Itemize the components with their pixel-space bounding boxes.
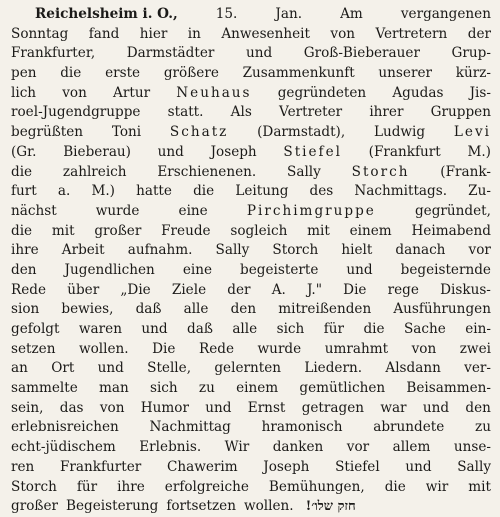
text-line <box>11 123 491 143</box>
word: M.) <box>467 143 491 160</box>
word: hielt <box>341 242 373 259</box>
text-line <box>11 399 491 419</box>
text-line <box>11 438 491 458</box>
word: Erschienenen. <box>157 163 257 180</box>
word: erste <box>105 65 141 82</box>
word: „Die <box>120 281 151 298</box>
text-line <box>11 202 491 222</box>
text-line <box>11 64 491 84</box>
word: für <box>76 478 98 495</box>
text-line <box>11 359 491 379</box>
word: erlebnisreichen <box>11 419 119 436</box>
word: Sally <box>457 458 491 475</box>
word: das <box>59 399 84 416</box>
word: sammelte <box>11 380 78 397</box>
word: (Frank- <box>440 163 491 180</box>
word: Sally <box>287 163 321 180</box>
word: einem <box>349 222 392 239</box>
word: Sally <box>215 242 250 259</box>
word: erfolgreiche <box>164 478 249 495</box>
word: Gruppen <box>430 104 491 121</box>
word: den <box>465 399 491 416</box>
text-line <box>11 5 491 25</box>
word: ren <box>11 458 35 475</box>
word: der <box>227 281 251 298</box>
word: 15. <box>215 6 238 22</box>
word: gelernten <box>214 360 281 377</box>
emphasized-name: Pirchimgruppe <box>246 202 376 219</box>
text-line <box>11 478 491 498</box>
word: die <box>11 163 33 180</box>
word: Liedern. <box>304 360 363 377</box>
word: gefolgt <box>11 321 60 337</box>
word: getragen <box>301 399 365 416</box>
word: bewies, <box>61 301 114 318</box>
word: die <box>363 321 385 337</box>
word: war <box>380 399 407 416</box>
word: großer <box>94 222 142 239</box>
word: a. <box>57 183 71 200</box>
word: in <box>187 25 201 42</box>
word: die <box>11 222 33 239</box>
word: mit <box>51 222 75 239</box>
word: Rede <box>198 340 235 357</box>
word: eine <box>182 261 213 278</box>
emphasized-name: Neuhaus <box>176 84 252 101</box>
word: Die <box>152 340 176 357</box>
word: wurde <box>257 340 302 357</box>
word: Jan. <box>275 6 303 22</box>
text-line <box>11 25 491 45</box>
word: gegründeten <box>277 84 367 101</box>
word: die <box>193 183 215 200</box>
word: Die <box>343 281 367 298</box>
word: waren <box>78 321 122 337</box>
word: einem <box>236 380 279 397</box>
word: und <box>157 143 184 160</box>
word: Bemühungen, <box>268 478 365 495</box>
word: Toni <box>111 124 142 141</box>
word: und <box>205 399 232 416</box>
word: Ernst <box>247 399 286 416</box>
word: Rede <box>11 281 47 298</box>
word: fand <box>88 25 120 42</box>
emphasized-name: Levi <box>453 124 491 141</box>
text-line <box>11 418 491 438</box>
word: die <box>60 65 82 82</box>
word: abrundete <box>373 419 445 436</box>
article-body <box>11 5 491 517</box>
word: an <box>11 360 28 377</box>
word: mitreißenden <box>278 301 372 318</box>
word: Stiefel <box>335 458 380 475</box>
word: von <box>62 84 87 101</box>
word: Heimabend <box>411 222 491 239</box>
word: Erlebnis. <box>139 439 202 456</box>
word: großer <box>11 498 59 515</box>
word: gegründet, <box>414 202 491 219</box>
word: Jugendlichen <box>64 261 155 278</box>
word: mit <box>307 222 330 239</box>
word: vergangenen <box>400 6 491 22</box>
hebrew-closing: חזק שלו׳! <box>305 499 356 515</box>
text-line <box>11 261 491 281</box>
word: (Frankfurt <box>368 143 441 160</box>
word: Ort <box>51 360 75 377</box>
word: ein- <box>465 321 491 337</box>
word: roel-Jugendgruppe <box>11 104 141 121</box>
word: Als <box>230 104 252 121</box>
word: sich <box>276 321 305 337</box>
word: Groß-Bieberauer <box>303 45 420 62</box>
word: furt <box>11 183 37 200</box>
dateline: Reichelsheim i. O., <box>35 6 178 22</box>
word: pen <box>11 65 37 82</box>
word: Frankfurter <box>59 458 142 475</box>
emphasized-name: Storch <box>351 163 410 180</box>
word: der <box>467 25 491 42</box>
word: und <box>141 321 168 337</box>
text-line <box>11 458 491 478</box>
word: Wir <box>224 439 250 456</box>
word: rege <box>387 281 419 298</box>
word: sogleich <box>230 222 288 239</box>
word: echt-jüdischem <box>11 439 116 456</box>
word: M.) <box>91 183 115 200</box>
word: aufnahm. <box>127 242 193 259</box>
word: begrüßten <box>11 124 84 141</box>
word: Ausführungen <box>393 301 491 318</box>
emphasized-name: Schatz <box>169 124 229 141</box>
text-line <box>11 84 491 104</box>
word: Leitung <box>235 183 289 200</box>
word: und <box>422 399 450 416</box>
word: Chawerim <box>166 458 238 475</box>
word: fortsetzen <box>166 498 236 515</box>
word: alle <box>232 321 258 337</box>
word: daß <box>187 321 213 337</box>
word: hier <box>139 25 168 42</box>
word: Alsdann <box>385 360 441 377</box>
word: Joseph <box>263 458 310 475</box>
word: Zusammenkunft <box>242 65 355 82</box>
word: des <box>309 183 334 200</box>
word: den <box>11 261 37 278</box>
word: von <box>330 25 356 42</box>
word: vor <box>468 242 491 259</box>
text-line <box>11 182 491 202</box>
word: danach <box>395 242 446 259</box>
word: und <box>405 458 432 475</box>
word: nächst <box>11 202 57 219</box>
word: sion <box>11 301 40 318</box>
text-line <box>11 340 491 360</box>
word: begeisterte <box>240 261 319 278</box>
word: J." <box>307 281 322 298</box>
word: Ziele <box>171 281 207 298</box>
text-line <box>11 497 491 517</box>
word: von <box>411 340 437 357</box>
word: sein, <box>11 399 44 416</box>
word: Sonntag <box>11 25 69 42</box>
word: unse- <box>453 439 491 456</box>
word: Freude <box>161 222 211 239</box>
word: zwei <box>459 340 491 357</box>
word: wollen. <box>78 340 129 357</box>
word: Joseph <box>210 143 257 160</box>
word: lich <box>11 84 37 101</box>
word: die <box>384 478 406 495</box>
word: zu <box>475 419 491 436</box>
word: A. <box>271 281 286 298</box>
word: Storch <box>272 242 319 259</box>
text-line <box>11 143 491 163</box>
word: Begeisterung <box>66 498 159 515</box>
word: ihrer <box>369 104 404 121</box>
word: den <box>230 301 257 318</box>
word: vor <box>346 439 370 456</box>
text-line <box>11 222 491 242</box>
word: Am <box>340 6 363 22</box>
word: umrahmt <box>324 340 389 357</box>
word: sich <box>149 380 178 397</box>
word: zu <box>198 380 215 397</box>
text-line <box>11 379 491 399</box>
word: größere <box>163 65 219 82</box>
word: Frankfurter, <box>11 45 96 62</box>
word: Jis- <box>469 84 491 101</box>
text-line <box>11 163 491 183</box>
word: Ludwig <box>373 124 426 141</box>
word: und <box>346 261 373 278</box>
word: ihre <box>11 242 39 259</box>
word: unserer <box>378 65 432 82</box>
word: Humor <box>140 399 189 416</box>
word: daß <box>135 301 162 318</box>
word: wollen. <box>243 498 294 515</box>
word: und <box>97 360 124 377</box>
word: mit <box>468 478 491 495</box>
word: alle <box>183 301 209 318</box>
word: eine <box>178 202 208 219</box>
word: Bieberau) <box>63 143 131 160</box>
text-line <box>11 300 491 320</box>
word: Nachmittag <box>149 419 231 436</box>
text-line <box>11 103 491 123</box>
word: Agudas <box>392 84 444 101</box>
word: (Darmstadt), <box>257 124 346 141</box>
word: Darmstädter <box>126 45 215 62</box>
word: Vertretern <box>375 25 448 42</box>
word: man <box>99 380 129 397</box>
word: Anwesenheit <box>221 25 310 42</box>
word: Grup- <box>451 45 491 62</box>
word: Vertreter <box>279 104 343 121</box>
word: hatte <box>136 183 172 200</box>
word: Sache <box>403 321 446 337</box>
word: zahlreich <box>62 163 127 180</box>
word: über <box>67 281 100 298</box>
word: Beisammen- <box>406 380 491 397</box>
word: ver- <box>464 360 491 377</box>
word: Diskus- <box>440 281 491 298</box>
text-line <box>11 241 491 261</box>
emphasized-name: Stiefel <box>283 143 342 160</box>
word: gemütlichen <box>299 380 386 397</box>
word: hramonisch <box>261 419 343 436</box>
word: ihre <box>117 478 145 495</box>
word: Artur <box>113 84 151 101</box>
word: wurde <box>95 202 140 219</box>
text-line <box>11 320 491 340</box>
word: danken <box>272 439 324 456</box>
word: von <box>99 399 125 416</box>
word: Zu- <box>468 183 491 200</box>
word: setzen <box>11 340 56 357</box>
text-line <box>11 281 491 301</box>
word: Storch <box>11 478 57 495</box>
word: Nachmittags. <box>354 183 448 200</box>
word: allem <box>392 439 431 456</box>
word: und <box>245 45 273 62</box>
word: wir <box>425 478 449 495</box>
word: begeisternde <box>400 261 491 278</box>
word: Arbeit <box>61 242 105 259</box>
word: statt. <box>167 104 204 121</box>
word: (Gr. <box>11 143 37 160</box>
word: für <box>323 321 345 337</box>
word: Stelle, <box>147 360 192 377</box>
word: kürz- <box>455 65 491 82</box>
text-line <box>11 44 491 64</box>
